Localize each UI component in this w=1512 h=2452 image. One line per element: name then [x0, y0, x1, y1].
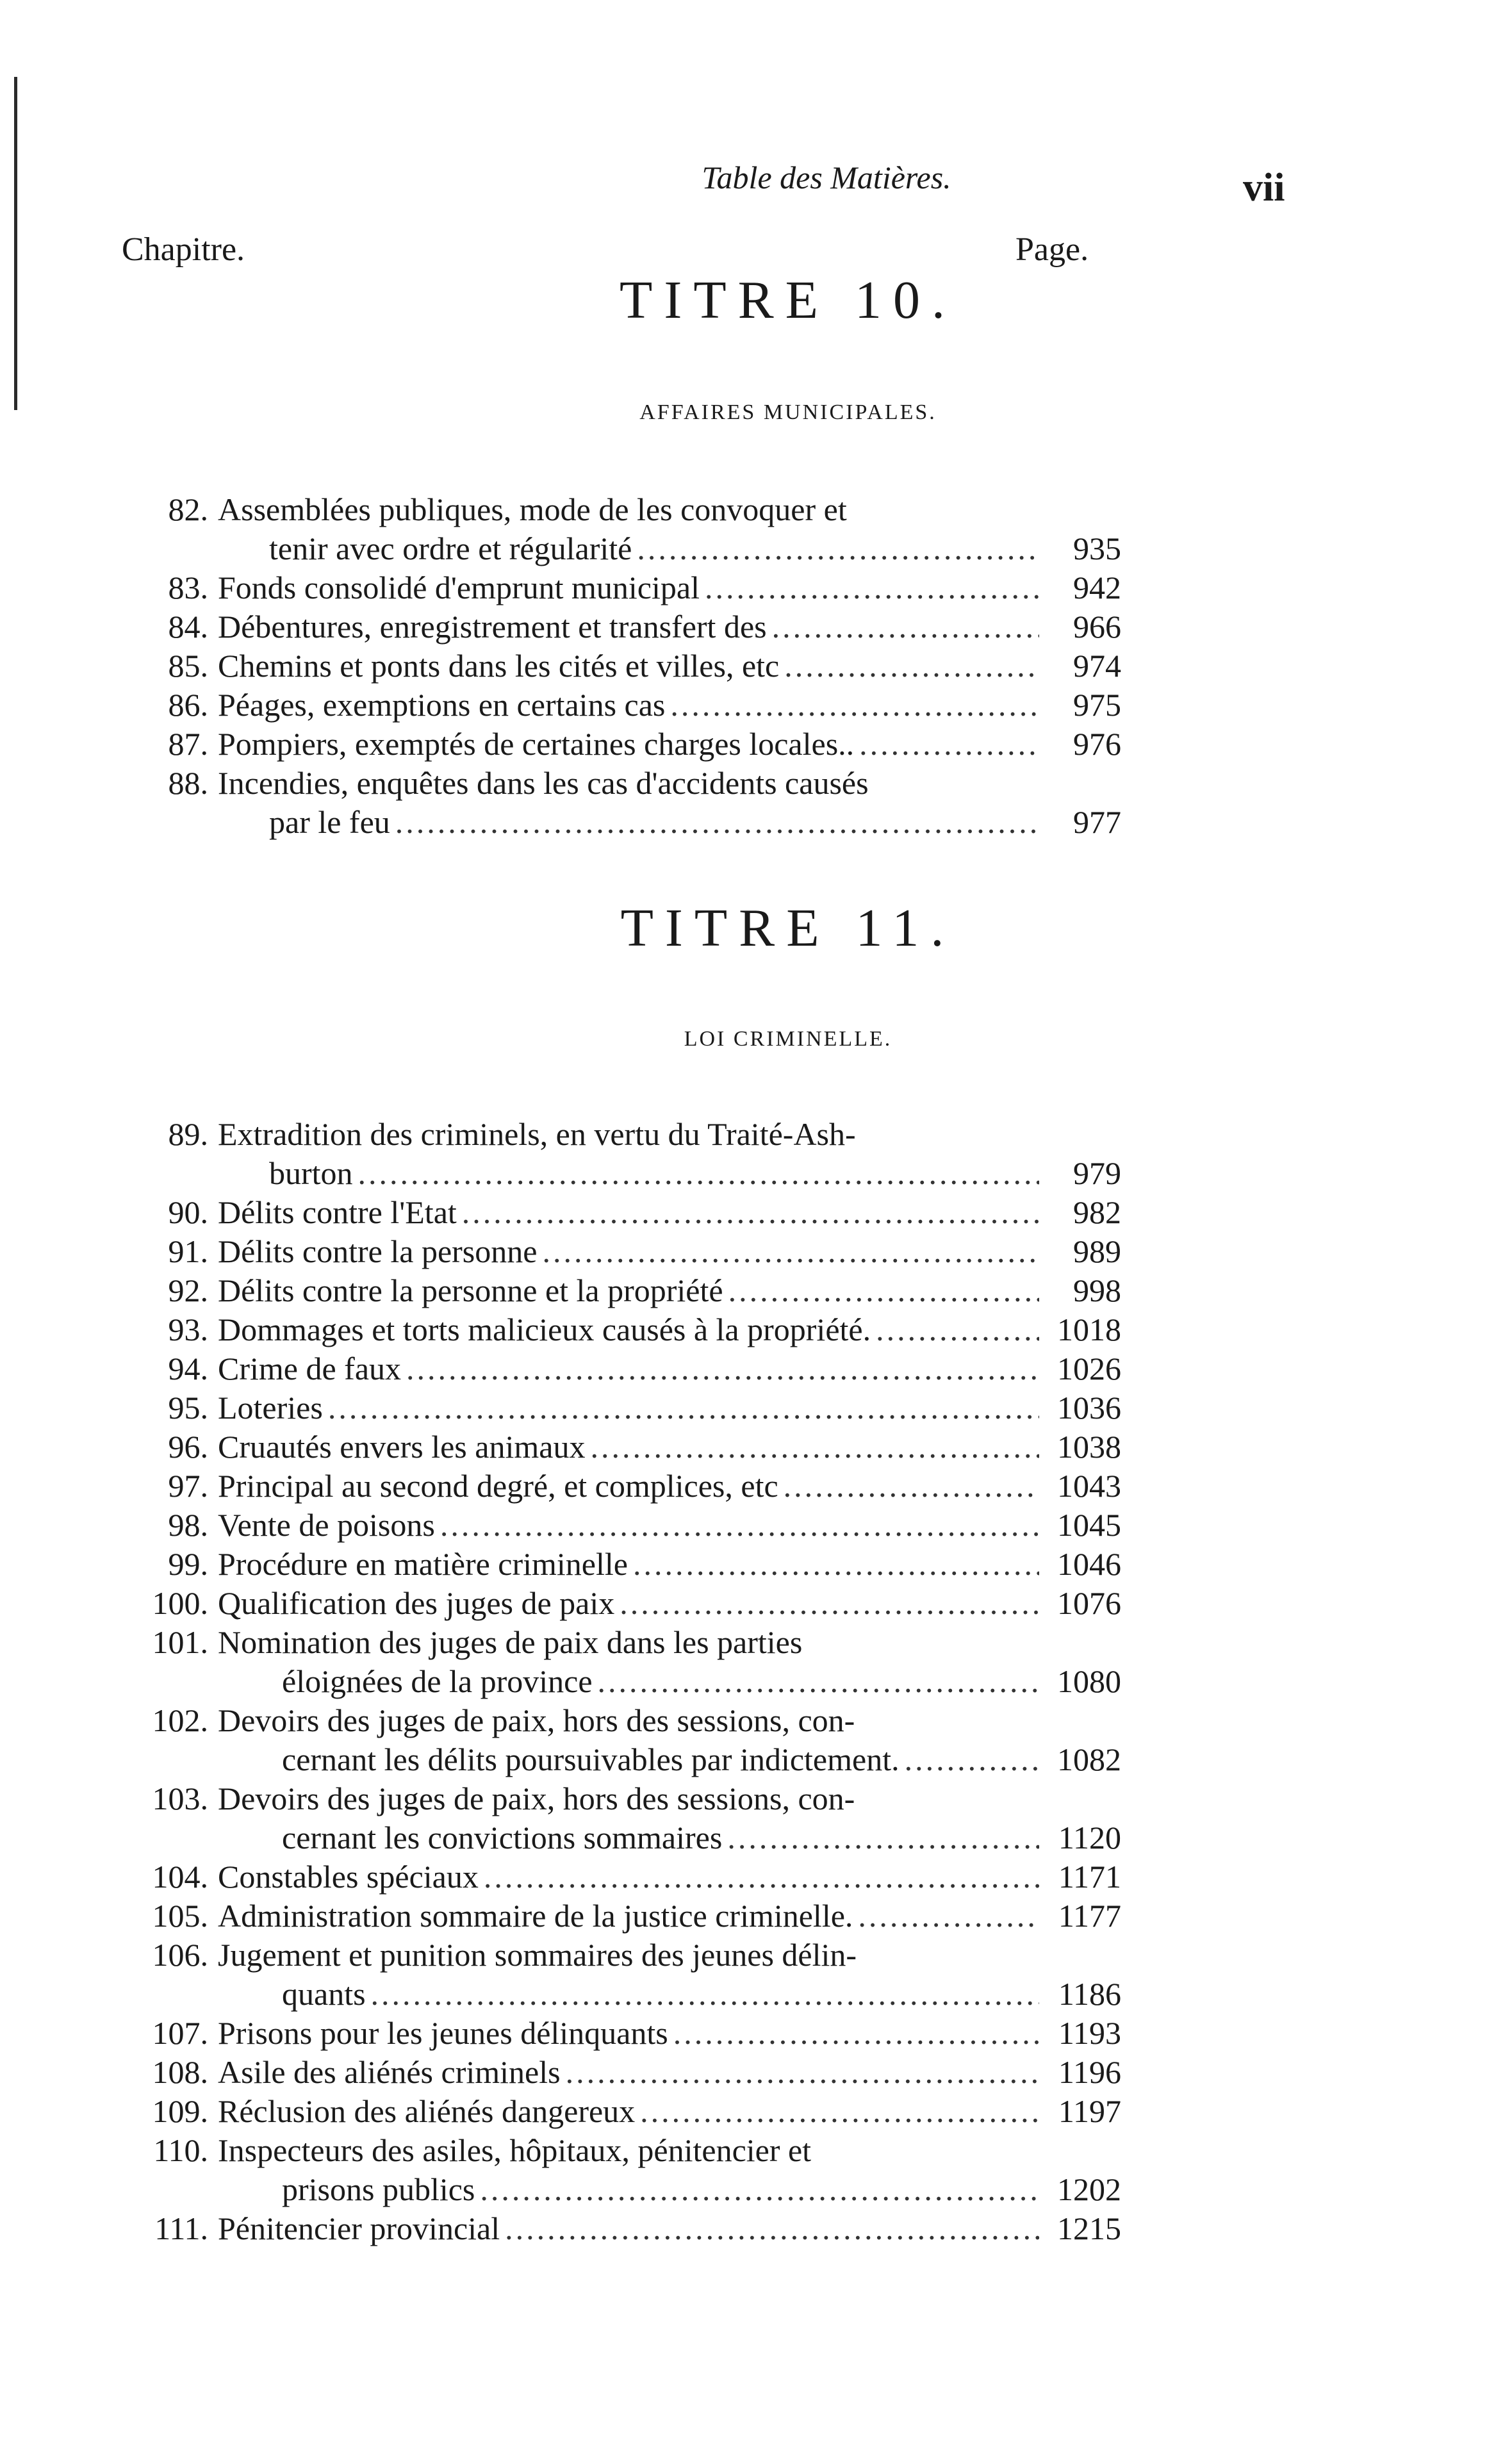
chapter-title: Prisons pour les jeunes délinquants — [218, 2015, 668, 2051]
chapter-title: éloignées de la province — [282, 1663, 593, 1699]
page-number: 1197 — [1058, 2093, 1121, 2129]
toc-entry — [131, 1388, 1121, 1428]
page-number: 1026 — [1057, 1351, 1121, 1386]
chapter-number: 83. — [168, 570, 208, 605]
dot-leader — [480, 2170, 1039, 2209]
chapter-title: Devoirs des juges de paix, hors des sessions, con- — [218, 1781, 855, 1816]
chapter-number: 95. — [168, 1390, 208, 1426]
toc-entry — [131, 2053, 1121, 2092]
page-number: 976 — [1073, 726, 1121, 762]
chapter-number: 105. — [152, 1898, 208, 1934]
page-number: 1196 — [1058, 2054, 1121, 2090]
toc-entry — [131, 725, 1121, 764]
dot-leader — [859, 725, 1039, 764]
page-number: 1046 — [1057, 1546, 1121, 1582]
dot-leader — [772, 607, 1039, 646]
dot-leader — [633, 1545, 1039, 1584]
chapter-title: Dommages et torts malicieux causés à la propriété. — [218, 1312, 871, 1347]
page-number: 1177 — [1058, 1898, 1121, 1934]
chapter-title: Crime de faux — [218, 1351, 402, 1386]
dot-leader — [858, 1897, 1039, 1936]
titre-10-heading: TITRE 10. — [620, 270, 957, 330]
chapter-number: 103. — [152, 1781, 208, 1816]
toc-entry — [131, 2209, 1121, 2248]
column-label-page: Page. — [1015, 231, 1089, 268]
dot-leader — [358, 1154, 1039, 1193]
toc-entry — [131, 1428, 1121, 1467]
dot-leader — [905, 1740, 1039, 1779]
chapter-title: Délits contre l'Etat — [218, 1194, 457, 1230]
page-number: 1186 — [1058, 1976, 1121, 2012]
page-number: 1080 — [1057, 1663, 1121, 1699]
chapter-number: 104. — [152, 1859, 208, 1895]
toc-entry — [131, 1506, 1121, 1545]
toc-entry — [131, 646, 1121, 686]
chapter-title: Devoirs des juges de paix, hors des sessions, con- — [218, 1702, 855, 1738]
chapter-number: 87. — [168, 726, 208, 762]
chapter-title: Fonds consolidé d'emprunt municipal — [218, 570, 700, 605]
chapter-title: Principal au second degré, et complices, etc — [218, 1468, 778, 1504]
page-number: 1215 — [1057, 2210, 1121, 2246]
chapter-title: quants — [282, 1976, 366, 2012]
chapter-title: Extradition des criminels, en vertu du Traité-Ash- — [218, 1116, 856, 1152]
dot-leader — [371, 1975, 1039, 2014]
chapter-number: 102. — [152, 1702, 208, 1738]
chapter-number: 85. — [168, 648, 208, 684]
chapter-number: 92. — [168, 1272, 208, 1308]
dot-leader — [876, 1310, 1039, 1349]
chapter-number: 94. — [168, 1351, 208, 1386]
page-number: 989 — [1073, 1233, 1121, 1269]
chapter-number: 100. — [152, 1585, 208, 1621]
toc-entry — [131, 1779, 1121, 1857]
chapter-title: Asile des aliénés criminels — [218, 2054, 561, 2090]
chapter-number: 110. — [153, 2132, 208, 2168]
chapter-title: cernant les délits poursuivables par indictement. — [282, 1741, 900, 1777]
titre-10-subheading: AFFAIRES MUNICIPALES. — [639, 400, 937, 424]
dot-leader — [598, 1662, 1039, 1701]
page-number: 1193 — [1058, 2015, 1121, 2051]
chapter-title: Assemblées publiques, mode de les convoquer et — [218, 491, 847, 527]
page-number: 1076 — [1057, 1585, 1121, 1621]
chapter-number: 89. — [168, 1116, 208, 1152]
chapter-title: Constables spéciaux — [218, 1859, 479, 1895]
chapter-title: Pompiers, exemptés de certaines charges locales.. — [218, 726, 855, 762]
toc-entry — [131, 490, 1121, 568]
dot-leader — [784, 1467, 1039, 1506]
toc-entry — [131, 1936, 1121, 2014]
toc-entry — [131, 2092, 1121, 2131]
dot-leader — [440, 1506, 1039, 1545]
chapter-title: Vente de poisons — [218, 1507, 435, 1543]
page-number: 975 — [1073, 687, 1121, 723]
toc-entry — [131, 1467, 1121, 1506]
chapter-title: Inspecteurs des asiles, hôpitaux, pénitencier et — [218, 2132, 812, 2168]
chapter-number: 101. — [152, 1624, 208, 1660]
toc-entry — [131, 1623, 1121, 1701]
dot-leader — [566, 2053, 1039, 2092]
dot-leader — [784, 646, 1039, 686]
toc-entry — [131, 2131, 1121, 2209]
chapter-title: prisons publics — [282, 2171, 475, 2207]
toc-entry — [131, 686, 1121, 725]
chapter-title: Administration sommaire de la justice criminelle. — [218, 1898, 853, 1934]
chapter-number: 96. — [168, 1429, 208, 1465]
titre-11-entries — [131, 1115, 1121, 2248]
page-number: 1045 — [1057, 1507, 1121, 1543]
titre-10-entries — [131, 490, 1121, 842]
chapter-number: 86. — [168, 687, 208, 723]
dot-leader — [620, 1584, 1039, 1623]
chapter-title: cernant les convictions sommaires — [282, 1820, 723, 1855]
page-number: 1120 — [1058, 1820, 1121, 1855]
toc-entry — [131, 764, 1121, 842]
chapter-title: Débentures, enregistrement et transfert des — [218, 609, 767, 645]
dot-leader — [673, 2014, 1039, 2053]
chapter-title: Péages, exemptions en certains cas — [218, 687, 666, 723]
page-number: 1082 — [1057, 1741, 1121, 1777]
scan-edge-mark — [14, 77, 17, 410]
page-number: 998 — [1073, 1272, 1121, 1308]
dot-leader — [484, 1857, 1039, 1897]
chapter-title: Réclusion des aliénés dangereux — [218, 2093, 636, 2129]
page-folio: vii — [1243, 166, 1285, 210]
dot-leader — [640, 2092, 1039, 2131]
chapter-number: 106. — [152, 1937, 208, 1973]
toc-entry — [131, 1349, 1121, 1388]
page-number: 1018 — [1057, 1312, 1121, 1347]
page-number: 979 — [1073, 1155, 1121, 1191]
dot-leader — [395, 803, 1039, 842]
dot-leader — [670, 686, 1039, 725]
dot-leader — [406, 1349, 1039, 1388]
chapter-number: 88. — [168, 765, 208, 801]
dot-leader — [727, 1818, 1039, 1857]
chapter-number: 93. — [168, 1312, 208, 1347]
chapter-title: tenir avec ordre et régularité — [269, 531, 632, 566]
toc-entry — [131, 1232, 1121, 1271]
chapter-number: 107. — [152, 2015, 208, 2051]
chapter-title: Qualification des juges de paix — [218, 1585, 615, 1621]
toc-entry — [131, 1897, 1121, 1936]
chapter-number: 84. — [168, 609, 208, 645]
chapter-number: 90. — [168, 1194, 208, 1230]
page-number: 974 — [1073, 648, 1121, 684]
dot-leader — [328, 1388, 1039, 1428]
toc-entry — [131, 2014, 1121, 2053]
dot-leader — [542, 1232, 1039, 1271]
page-number: 966 — [1073, 609, 1121, 645]
chapter-number: 82. — [168, 491, 208, 527]
toc-entry — [131, 607, 1121, 646]
page-number: 982 — [1073, 1194, 1121, 1230]
chapter-title: Chemins et ponts dans les cités et villes, etc — [218, 648, 780, 684]
titre-11-subheading: LOI CRIMINELLE. — [684, 1027, 892, 1051]
dot-leader — [728, 1271, 1039, 1310]
page-number: 977 — [1073, 804, 1121, 840]
page-number: 1038 — [1057, 1429, 1121, 1465]
chapter-title: Loteries — [218, 1390, 323, 1426]
page-number: 935 — [1073, 531, 1121, 566]
chapter-number: 97. — [168, 1468, 208, 1504]
toc-entry — [131, 1545, 1121, 1584]
chapter-title: Incendies, enquêtes dans les cas d'accidents causés — [218, 765, 869, 801]
dot-leader — [705, 568, 1039, 607]
toc-entry — [131, 1193, 1121, 1232]
dot-leader — [462, 1193, 1039, 1232]
toc-entry — [131, 568, 1121, 607]
chapter-number: 98. — [168, 1507, 208, 1543]
chapter-number: 91. — [168, 1233, 208, 1269]
chapter-title: Pénitencier provincial — [218, 2210, 500, 2246]
toc-entry — [131, 1310, 1121, 1349]
page-number: 1036 — [1057, 1390, 1121, 1426]
toc-entry — [131, 1271, 1121, 1310]
page-number: 1171 — [1058, 1859, 1121, 1895]
page-number: 1202 — [1057, 2171, 1121, 2207]
running-title: Table des Matières. — [702, 160, 951, 195]
chapter-title: Délits contre la personne — [218, 1233, 538, 1269]
dot-leader — [590, 1428, 1039, 1467]
chapter-number: 108. — [152, 2054, 208, 2090]
toc-entry — [131, 1857, 1121, 1897]
page-number: 942 — [1073, 570, 1121, 605]
chapter-number: 111. — [154, 2210, 208, 2246]
chapter-number: 109. — [152, 2093, 208, 2129]
chapter-title: Cruautés envers les animaux — [218, 1429, 586, 1465]
column-label-chapitre: Chapitre. — [122, 231, 245, 268]
toc-entry — [131, 1115, 1121, 1193]
toc-entry — [131, 1584, 1121, 1623]
chapter-title: par le feu — [269, 804, 390, 840]
chapter-title: Délits contre la personne et la propriété — [218, 1272, 723, 1308]
titre-11-heading: TITRE 11. — [620, 898, 956, 958]
chapter-number: 99. — [168, 1546, 208, 1582]
dot-leader — [637, 529, 1039, 568]
chapter-title: Jugement et punition sommaires des jeunes délin- — [218, 1937, 857, 1973]
chapter-title: burton — [269, 1155, 353, 1191]
dot-leader — [505, 2209, 1039, 2248]
toc-entry — [131, 1701, 1121, 1779]
chapter-title: Nomination des juges de paix dans les parties — [218, 1624, 803, 1660]
page-number: 1043 — [1057, 1468, 1121, 1504]
chapter-title: Procédure en matière criminelle — [218, 1546, 628, 1582]
